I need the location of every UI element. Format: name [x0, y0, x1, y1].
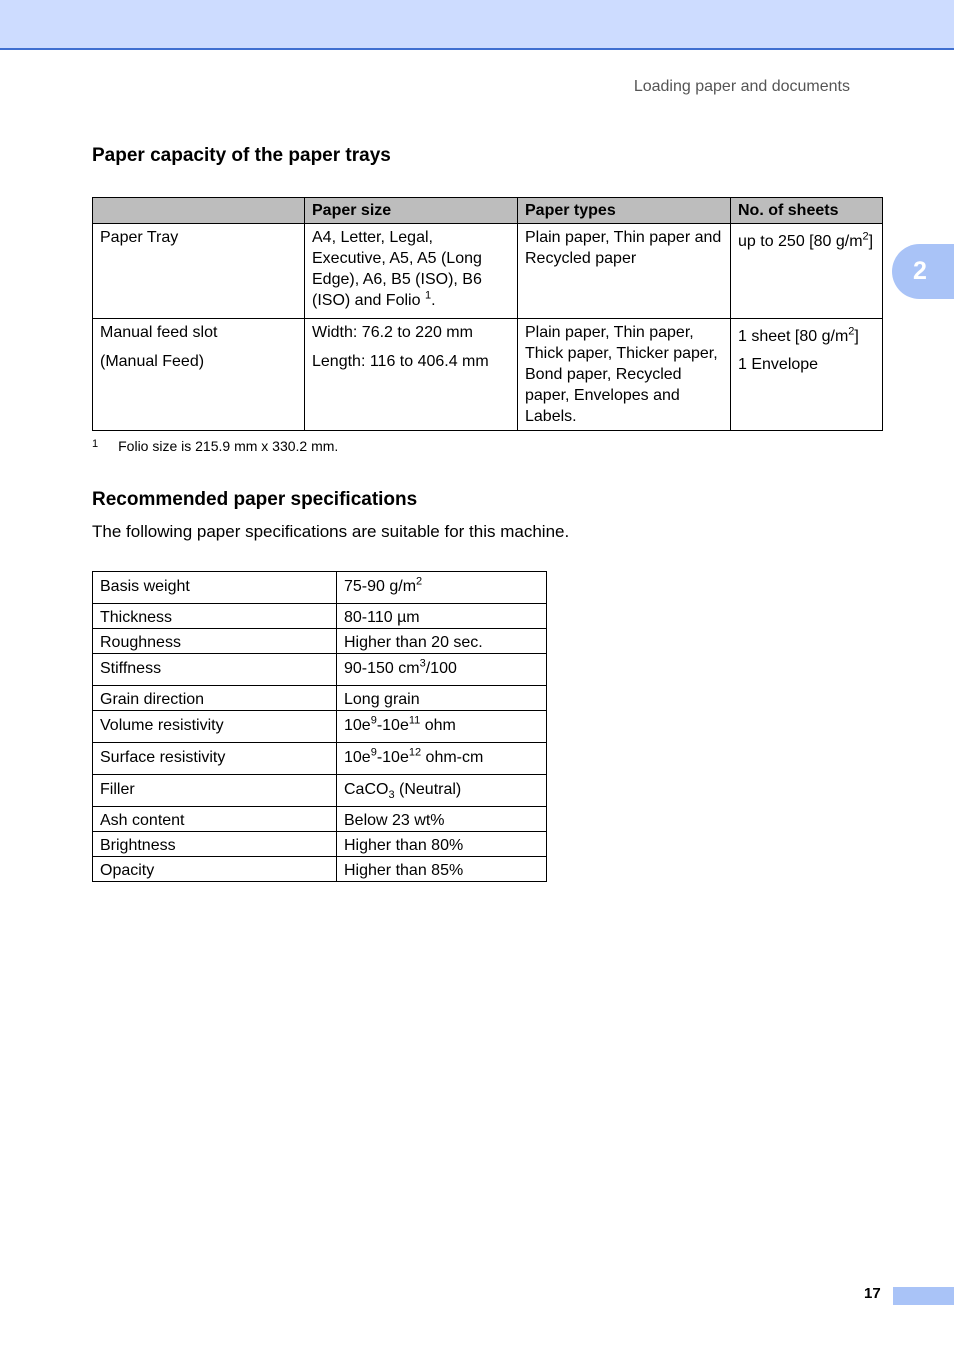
spec-value-text: CaCO — [344, 781, 389, 798]
table-row — [93, 807, 547, 832]
spec-value-text: 90-150 cm — [344, 660, 420, 677]
sheets-text — [738, 231, 875, 252]
spec-key: Ash content — [93, 807, 337, 832]
sheets-value: 1 sheet [80 g/m — [738, 328, 849, 345]
spec-value-text: 10e — [344, 717, 371, 734]
spec-value — [337, 654, 547, 686]
spec-value-sup: 2 — [416, 575, 423, 588]
spec-value-text: 10e — [344, 749, 371, 766]
header-cell-paper-size: Paper size — [305, 198, 518, 224]
spec-key: Grain direction — [93, 686, 337, 711]
paper-size-cell — [305, 224, 518, 319]
spec-key: Surface resistivity — [93, 743, 337, 775]
sheets-post: ] — [854, 328, 859, 345]
table-row — [93, 686, 547, 711]
spec-value-text: 75-90 g/m — [344, 578, 417, 595]
table-row — [93, 775, 547, 807]
sheets-text — [738, 326, 875, 347]
table-row — [93, 319, 883, 431]
spec-value — [337, 775, 547, 807]
running-header: Loading paper and documents — [633, 78, 850, 95]
spec-value-sup: 9 — [370, 714, 377, 727]
table-row — [93, 857, 547, 882]
spec-value-text: ohm-cm — [421, 749, 484, 766]
chapter-number: 2 — [913, 257, 927, 285]
sheets-value: up to 250 [80 g/m — [738, 233, 863, 250]
spec-value-text: ohm — [420, 717, 456, 734]
header-cell-sheets: No. of sheets — [731, 198, 883, 224]
chapter-tab — [892, 244, 954, 299]
spec-value-sup: 9 — [370, 746, 377, 759]
spec-value-text: /100 — [425, 660, 457, 677]
section-title-recommended-specs: Recommended paper specifications — [92, 489, 418, 510]
paper-size-width: Width: 76.2 to 220 mm — [312, 324, 473, 341]
tray-name: Manual feed slot — [100, 324, 218, 341]
spec-value: Higher than 20 sec. — [337, 629, 547, 654]
spec-key: Stiffness — [93, 654, 337, 686]
footnote — [92, 438, 338, 454]
top-header-band — [0, 0, 954, 50]
spec-key: Thickness — [93, 604, 337, 629]
table-row — [93, 224, 883, 319]
spec-value-text: (Neutral) — [394, 781, 462, 798]
paper-size-text: A4, Letter, Legal, Executive, A5, A5 (Long Edge), A6, B5 (ISO), B6 (ISO) and Folio — [312, 229, 482, 309]
spec-value-text: -10e — [376, 717, 409, 734]
paper-types-text: Plain paper, Thin paper and Recycled paper — [525, 229, 722, 267]
spec-key: Basis weight — [93, 572, 337, 604]
table-row — [93, 743, 547, 775]
section-intro: The following paper specifications are suitable for this machine. — [92, 522, 570, 541]
spec-value-sub: 3 — [388, 789, 395, 802]
table-row — [93, 572, 547, 604]
paper-size-length: Length: 116 to 406.4 mm — [312, 353, 489, 370]
footnote-text: Folio size is 215.9 mm x 330.2 mm. — [118, 438, 339, 454]
section-title-paper-capacity: Paper capacity of the paper trays — [92, 145, 391, 166]
header-cell-paper-types: Paper types — [518, 198, 731, 224]
spec-value-sup: 11 — [408, 714, 421, 727]
table-row — [93, 711, 547, 743]
table-row — [93, 629, 547, 654]
table-header-row — [93, 198, 883, 224]
paper-types-cell — [518, 224, 731, 319]
sheets-post: ] — [868, 233, 874, 250]
table-row — [93, 832, 547, 857]
spec-value-text: -10e — [376, 749, 409, 766]
table-row — [93, 654, 547, 686]
spec-key: Opacity — [93, 857, 337, 882]
page-number: 17 — [864, 1285, 881, 1302]
spec-key: Filler — [93, 775, 337, 807]
spec-value-sup: 3 — [419, 657, 426, 670]
paper-types-cell — [518, 319, 731, 431]
tray-name-cell — [93, 319, 305, 431]
sheets-sup: 2 — [848, 325, 855, 338]
spec-value: Below 23 wt% — [337, 807, 547, 832]
tray-name: Paper Tray — [100, 229, 179, 246]
table-row — [93, 604, 547, 629]
footnote-number: 1 — [92, 438, 99, 450]
spec-value: Higher than 85% — [337, 857, 547, 882]
paper-types-text: Plain paper, Thin paper, Thick paper, Thicker paper, Bond paper, Recycled paper, Envelopes and Labels. — [525, 324, 718, 425]
header-cell-blank — [93, 198, 305, 224]
page-number-bar — [893, 1287, 954, 1305]
paper-size-end: . — [431, 292, 436, 309]
spec-value: Long grain — [337, 686, 547, 711]
spec-key: Brightness — [93, 832, 337, 857]
paper-spec-table — [92, 571, 547, 882]
sheets-cell — [731, 224, 883, 319]
paper-size-cell — [305, 319, 518, 431]
spec-value: 80-110 µm — [337, 604, 547, 629]
footnote-ref[interactable]: 1 — [424, 289, 432, 302]
spec-value: Higher than 80% — [337, 832, 547, 857]
spec-value — [337, 743, 547, 775]
sheets-envelope: 1 Envelope — [738, 356, 819, 373]
spec-key: Volume resistivity — [93, 711, 337, 743]
tray-name-sub: (Manual Feed) — [100, 353, 205, 370]
spec-key: Roughness — [93, 629, 337, 654]
spec-value — [337, 711, 547, 743]
sheets-cell — [731, 319, 883, 431]
sheets-sup: 2 — [862, 230, 869, 243]
spec-value — [337, 572, 547, 604]
tray-name-cell — [93, 224, 305, 319]
paper-capacity-table — [92, 197, 883, 431]
spec-value-sup: 12 — [408, 746, 422, 759]
